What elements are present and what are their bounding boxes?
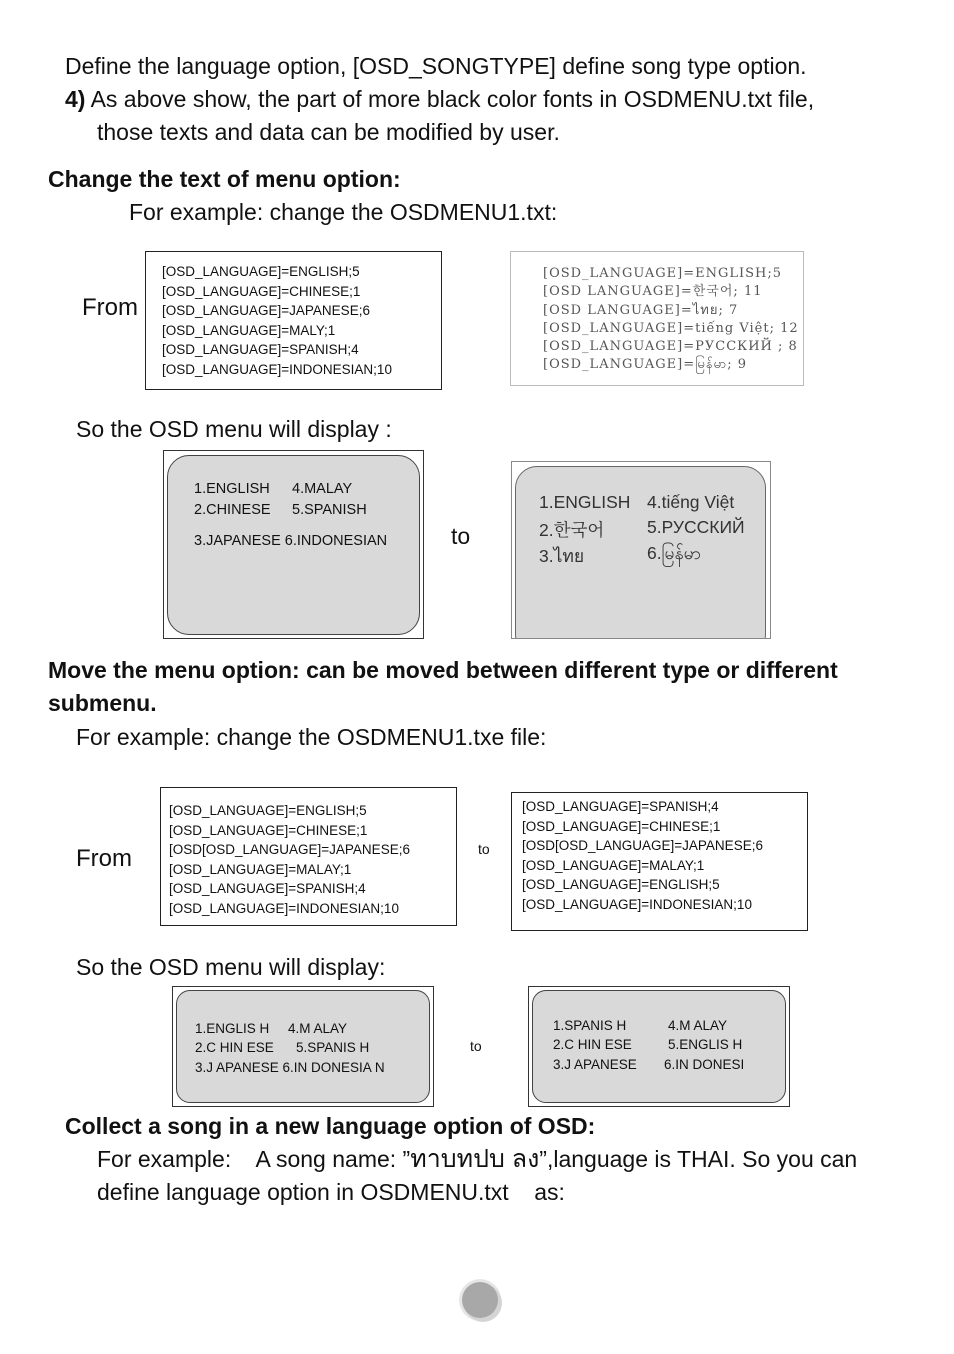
page-marker-icon: [462, 1282, 498, 1318]
section3-line-1-prefix: For example: A song name: ”: [97, 1146, 411, 1172]
code-line: [OSD_LANGUAGE]=MALY;1: [162, 322, 336, 338]
section1-to-code-image: [510, 251, 804, 386]
section3-line-2: define language option in OSDMENU.txt as:: [97, 1179, 565, 1205]
section2-osd-to-label: to: [470, 1038, 482, 1054]
section3-line-1-suffix: ”,language is THAI. So you can: [539, 1146, 858, 1172]
thai-song-name: ทาบทปบ ลง: [410, 1145, 540, 1173]
osd-item: 3.J APANESE: [553, 1057, 637, 1072]
section2-from-label: From: [76, 845, 132, 872]
intro-line-3: those texts and data can be modified by user.: [97, 119, 560, 145]
osd-item: 5.РУССКИЙ: [647, 517, 745, 537]
intro-line-2: As above show, the part of more black color fonts in OSDMENU.txt file,: [90, 86, 815, 112]
code-line: [OSD_LANGUAGE]=INDONESIAN;10: [522, 896, 752, 912]
osd-item: 3.JAPANESE 6.INDONESIAN: [194, 533, 388, 549]
osd-item: 1.ENGLIS H: [195, 1021, 270, 1036]
code-line: [OSD_LANGUAGE]=CHINESE;1: [162, 283, 361, 299]
osd-item: 1.ENGLISH: [194, 481, 270, 497]
osd-item: 4.MALAY: [292, 481, 353, 497]
code-line: [OSD_LANGUAGE]=SPANISH;4: [162, 342, 359, 357]
code-line: [OSD_LANGUAGE]=SPANISH;4: [169, 881, 366, 896]
osd-item: 2.C HIN ESE: [195, 1040, 274, 1055]
section1-heading: Change the text of menu option:: [48, 166, 401, 192]
section1-example: For example: change the OSDMENU1.txt:: [129, 199, 558, 225]
osd-item: 5.ENGLIS H: [668, 1037, 743, 1052]
osd-item: 4.tiếng Việt: [647, 492, 735, 512]
code-line: [OSD LANGUAGE]=한국어; 11: [543, 284, 763, 300]
osd-screen: [532, 990, 786, 1103]
code-line: [OSD[OSD_LANGUAGE]=JAPANESE;6: [169, 842, 410, 857]
code-line: [OSD_LANGUAGE]=ENGLISH;5: [522, 877, 720, 892]
section2-to-label: to: [478, 841, 490, 857]
section2-from-code-box: [160, 787, 457, 926]
code-line: [OSD_LANGUAGE]=РУССКИЙ ; 8: [543, 339, 798, 355]
osd-item: 4.M ALAY: [288, 1021, 348, 1036]
section1-from-label: From: [82, 294, 138, 321]
section3-line-1: [97, 1143, 857, 1176]
code-line: [OSD_LANGUAGE]=INDONESIAN;10: [169, 900, 399, 916]
step-number: 4): [65, 86, 86, 112]
osd-item: 3.J APANESE 6.IN DONESIA N: [195, 1060, 385, 1075]
section1-from-code-box: [145, 251, 442, 390]
section2-example: For example: change the OSDMENU1.txe file:: [76, 724, 547, 750]
osd-item: 5.SPANISH: [292, 502, 367, 518]
section2-display-text: So the OSD menu will display:: [76, 954, 386, 980]
code-line: [OSD_LANGUAGE]=ENGLISH;5: [543, 266, 783, 281]
code-line: [OSD_LANGUAGE]=INDONESIAN;10: [162, 361, 392, 377]
code-line: [OSD_LANGUAGE]=MALAY;1: [522, 857, 705, 873]
code-line: [OSD_LANGUAGE]=ENGLISH;5: [169, 803, 367, 818]
osd-item: 1.ENGLISH: [539, 492, 631, 512]
code-line: [OSD LANGUAGE]=ไทย; 7: [543, 302, 739, 318]
osd-screen: [515, 466, 766, 639]
section1-to-label: to: [451, 523, 471, 549]
code-line: [OSD_LANGUAGE]=MALAY;1: [169, 861, 352, 877]
section3-heading: Collect a song in a new language option of OSD:: [65, 1113, 596, 1139]
section1-osd-to: [511, 461, 771, 639]
section2-osd-from: [172, 986, 434, 1107]
osd-item: 6.မြန်မာ: [647, 543, 701, 563]
code-line: [OSD_LANGUAGE]=JAPANESE;6: [162, 303, 370, 318]
section2-osd-to: [528, 986, 790, 1107]
section2-heading-line-2: submenu.: [48, 690, 157, 716]
osd-item: 5.SPANIS H: [296, 1040, 370, 1055]
code-line: [OSD_LANGUAGE]=CHINESE;1: [522, 818, 721, 834]
osd-item: 4.M ALAY: [668, 1018, 728, 1033]
osd-item: 2.한국어: [539, 520, 605, 540]
section1-display-text: So the OSD menu will display :: [76, 416, 392, 442]
osd-item: 6.IN DONESI: [664, 1057, 745, 1072]
osd-item: 1.SPANIS H: [553, 1018, 627, 1033]
code-line: [OSD_LANGUAGE]=SPANISH;4: [522, 799, 719, 814]
osd-item: 2.C HIN ESE: [553, 1037, 632, 1052]
code-line: [OSD_LANGUAGE]=CHINESE;1: [169, 822, 368, 838]
code-line: [OSD_LANGUAGE]=ENGLISH;5: [162, 264, 360, 279]
code-line: [OSD_LANGUAGE]=မြန်မာ; 9: [543, 357, 748, 373]
section1-osd-from: [163, 450, 424, 639]
intro-step-line: [65, 83, 814, 116]
code-line: [OSD[OSD_LANGUAGE]=JAPANESE;6: [522, 838, 763, 853]
osd-screen: [176, 990, 430, 1103]
osd-item: 3.ไทย: [539, 546, 585, 566]
osd-screen: [167, 455, 420, 635]
intro-line-1: Define the language option, [OSD_SONGTYPE] define song type option.: [65, 53, 807, 79]
section2-to-code-box: [511, 792, 808, 931]
code-line: [OSD_LANGUAGE]=tiếng Việt; 12: [543, 320, 799, 336]
osd-item: 2.CHINESE: [194, 502, 271, 518]
section2-heading-line-1: Move the menu option: can be moved between different type or different: [48, 657, 838, 683]
